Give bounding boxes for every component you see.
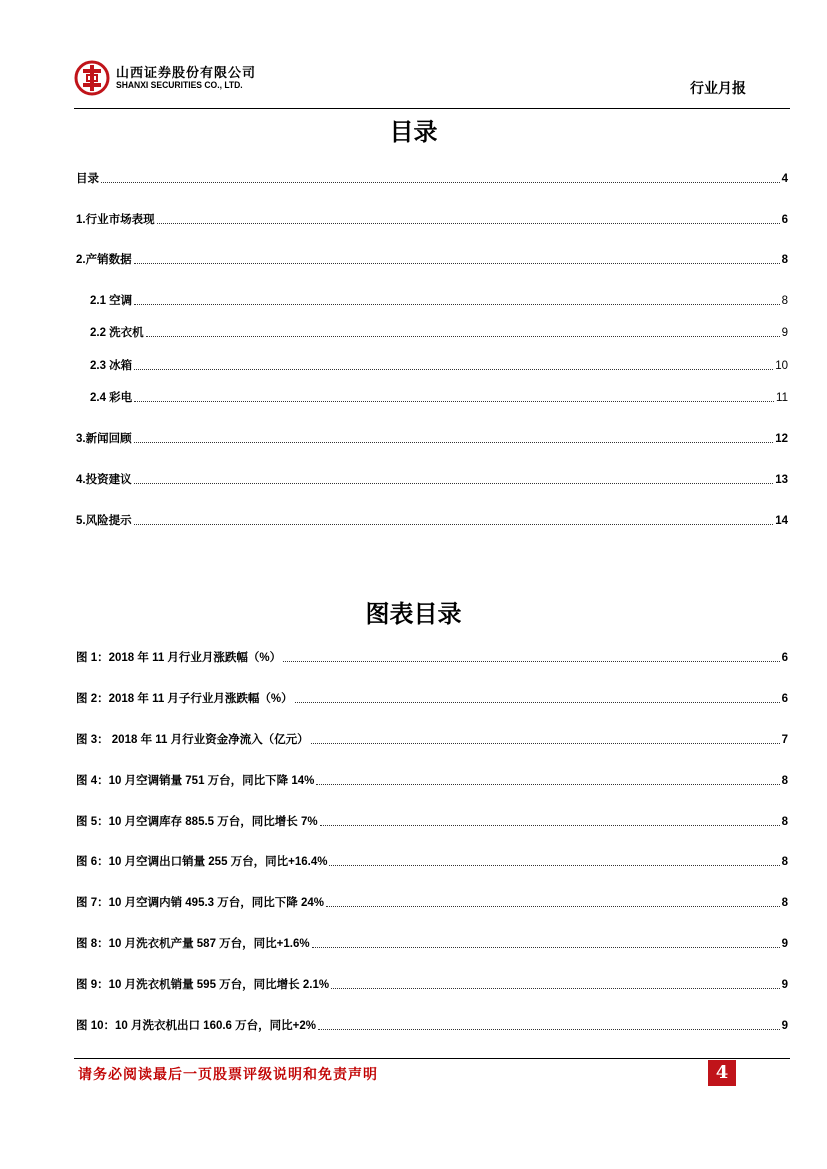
toc-entry[interactable]: 5.风险提示 14: [76, 515, 788, 527]
page-header: [74, 56, 790, 109]
company-name-en: SHANXI SECURITIES CO., LTD.: [116, 80, 243, 90]
figures-title: 图表目录: [365, 601, 462, 628]
figure-entry[interactable]: 图 6：10 月空调出口销量 255 万台，同比+16.4% 8: [76, 856, 788, 868]
company-logo-icon: [74, 60, 110, 96]
figure-entry[interactable]: 图 1：2018 年 11 月行业月涨跌幅（%） 6: [76, 652, 788, 664]
toc-entry[interactable]: 2.4 彩电 11: [90, 392, 788, 404]
toc-entry[interactable]: 1.行业市场表现 6: [76, 214, 788, 226]
report-type: 行业月报: [690, 80, 746, 96]
toc-entry[interactable]: 2.3 冰箱 10: [90, 360, 788, 372]
figure-entry[interactable]: 图 2：2018 年 11 月子行业月涨跌幅（%） 6: [76, 693, 788, 705]
toc-entry[interactable]: 3.新闻回顾 12: [76, 433, 788, 445]
footer-divider: [74, 1058, 790, 1059]
figure-entry[interactable]: 图 3： 2018 年 11 月行业资金净流入（亿元） 7: [76, 734, 788, 746]
toc-title: 目录: [389, 119, 438, 146]
figure-entry[interactable]: 图 7：10 月空调内销 495.3 万台，同比下降 24% 8: [76, 897, 788, 909]
toc-entry[interactable]: 目录 4: [76, 173, 788, 185]
toc-entry[interactable]: 2.2 洗衣机 9: [90, 327, 788, 339]
toc-entry[interactable]: 2.1 空调 8: [90, 295, 788, 307]
toc-entry[interactable]: 4.投资建议 13: [76, 474, 788, 486]
figure-entry[interactable]: 图 4：10 月空调销量 751 万台，同比下降 14% 8: [76, 775, 788, 787]
figure-entry[interactable]: 图 8：10 月洗衣机产量 587 万台，同比+1.6% 9: [76, 938, 788, 950]
footer-disclaimer: 请务必阅读最后一页股票评级说明和免责声明: [78, 1067, 378, 1083]
page-number-badge: 4: [708, 1060, 736, 1086]
figure-entry[interactable]: 图 9：10 月洗衣机销量 595 万台，同比增长 2.1% 9: [76, 979, 788, 991]
company-name-cn: 山西证券股份有限公司: [116, 65, 257, 80]
figure-entry[interactable]: 图 5：10 月空调库存 885.5 万台，同比增长 7% 8: [76, 816, 788, 828]
figure-entry[interactable]: 图 10：10 月洗衣机出口 160.6 万台，同比+2% 9: [76, 1020, 788, 1032]
toc-entry[interactable]: 2.产销数据 8: [76, 254, 788, 266]
